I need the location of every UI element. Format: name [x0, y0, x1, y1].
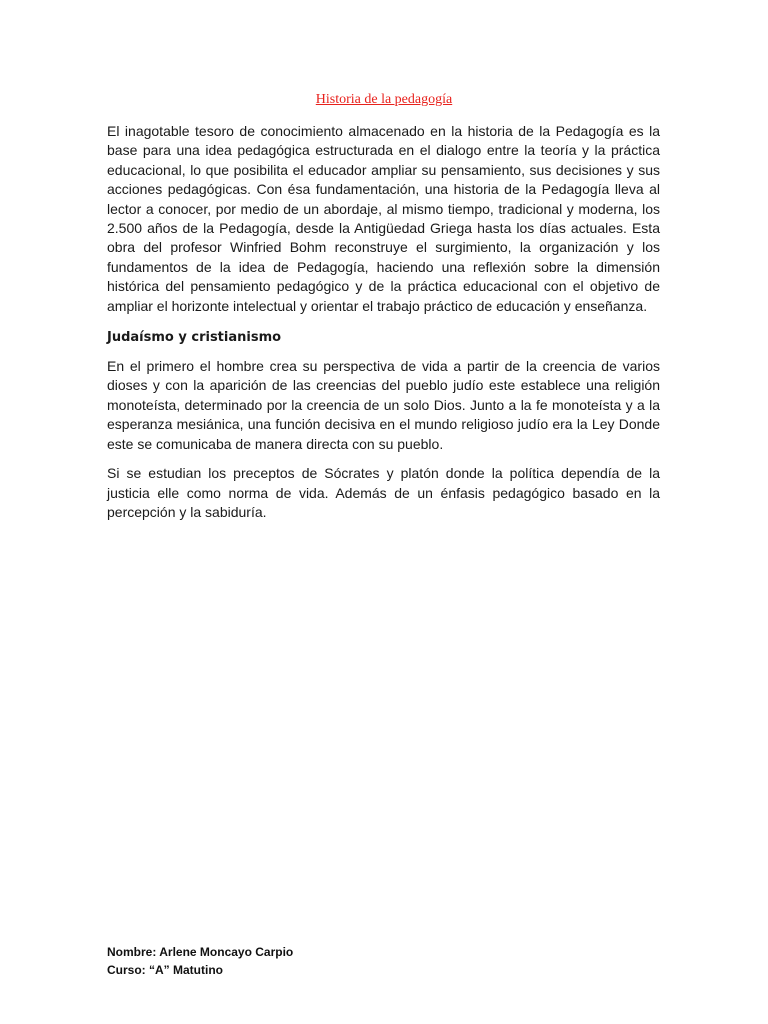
- author-footer: [107, 943, 293, 979]
- author-name-line: [107, 943, 293, 961]
- document-title-text: Historia de la pedagogía: [315, 92, 453, 107]
- document-body: [107, 122, 660, 522]
- course-line: [107, 961, 293, 979]
- course-label: Curso:: [107, 963, 146, 977]
- course-value: “A” Matutino: [149, 963, 224, 977]
- section-paragraph-2: Si se estudian los preceptos de Sócrates y platón donde la política dependía de la justicia elle como norma de vida. Además de un énfasis pedagógico basado en la percepción y la sabiduría.: [107, 465, 660, 520]
- section-paragraph-1: En el primero el hombre crea su perspectiva de vida a partir de la creencia de varios dioses y con la aparición de las creencias del pueblo judío este establece una religión monoteísta, determinado por la creencia de un solo Dios. Junto a la fe monoteísta y a la esperanza mesiánica, una función decisiva en el mundo religioso judío era la Ley Donde este se comunicaba de manera directa con su pueblo.: [107, 358, 660, 452]
- intro-paragraph: El inagotable tesoro de conocimiento almacenado en la historia de la Pedagogía es la base para una idea pedagógica estructurada en el dialogo entre la teoría y la práctica educacional, lo que posibilita el educador ampliar su pensamiento, sus decisiones y sus acciones pedagógicas. Con ésa fundamentación, una historia de la Pedagogía lleva al lector a conocer, por medio de un abordaje, al mismo tiempo, tradicional y moderna, los 2.500 años de la Pedagogía, desde la Antigüedad Griega hasta los días actuales. Esta obra del profesor Winfried Bohm reconstruye el surgimiento, la organización y los fundamentos de la idea de Pedagogía, haciendo una reflexión sobre la dimensión histórica del pensamiento pedagógico y de la práctica educacional con el objetivo de ampliar el horizonte intelectual y orientar el trabajo práctico de educación y enseñanza.: [107, 123, 660, 314]
- name-label: Nombre:: [107, 945, 157, 959]
- name-value: Arlene Moncayo Carpio: [159, 945, 294, 959]
- document-title: [0, 90, 768, 110]
- section-heading: Judaísmo y cristianismo: [107, 330, 282, 346]
